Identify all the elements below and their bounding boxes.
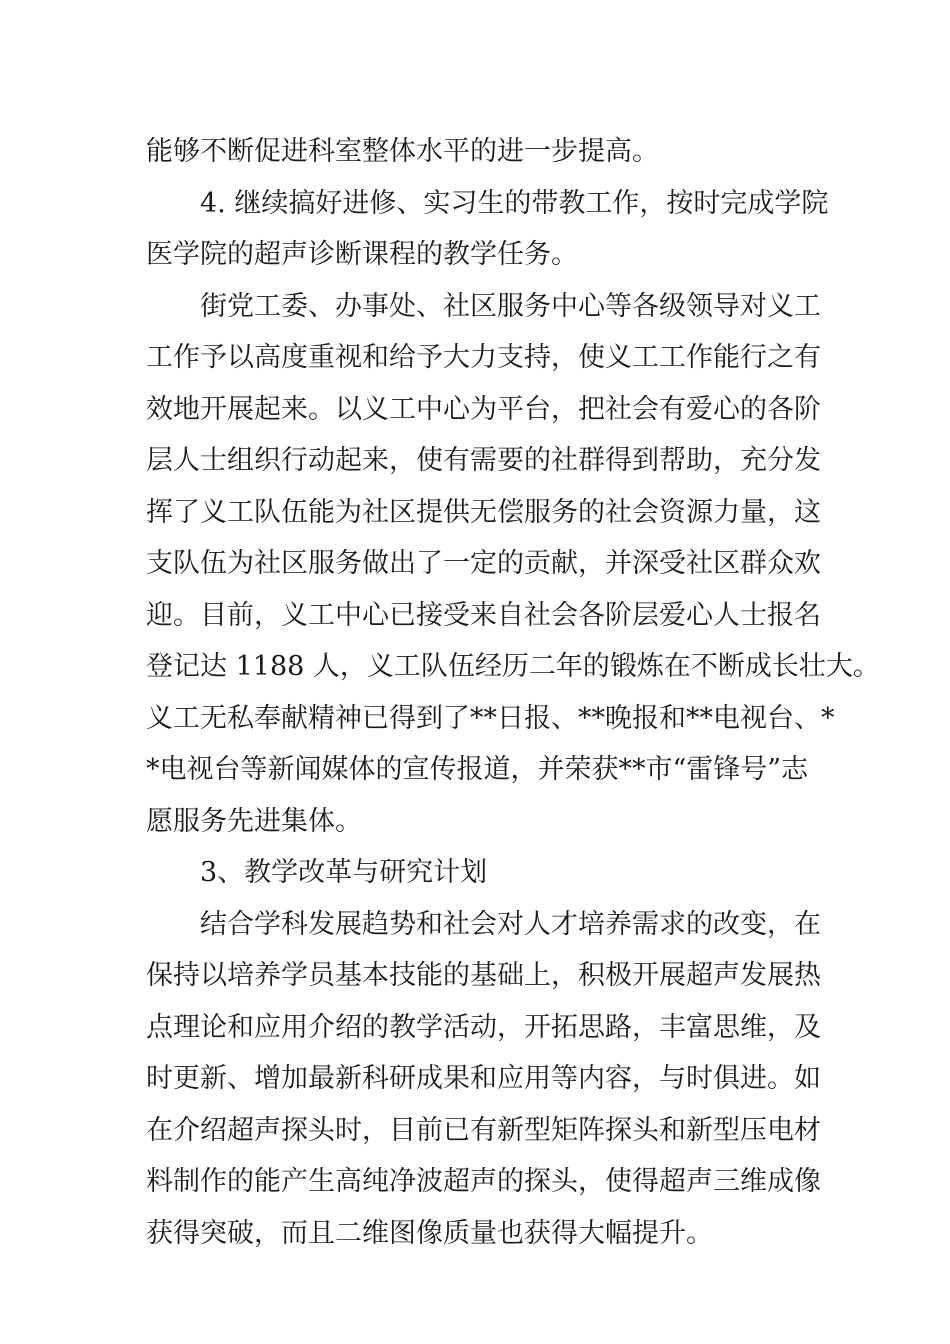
text-line: 工作予以高度重视和给予大力支持，使义工工作能行之有 (146, 342, 821, 373)
text-line: 医学院的超声诊断课程的教学任务。 (146, 239, 578, 270)
paragraph-5 (146, 899, 821, 1260)
text-line: 获得突破，而且二维图像质量也获得大幅提升。 (146, 1217, 713, 1249)
text-line: 迎。目前，义工中心已接受来自社会各阶层爱心人士报名 (146, 599, 821, 631)
section-heading (146, 847, 814, 899)
text-line: 义工无私奉献精神已得到了**日报、**晚报和**电视台、* (146, 702, 835, 734)
text-line: 层人士组织行动起来，使有需要的社群得到帮助，充分发 (146, 445, 821, 476)
text-line: 支队伍为社区服务做出了一定的贡献，并深受社区群众欢 (146, 548, 821, 579)
text-line: 结合学科发展趋势和社会对人才培养需求的改变，在 (200, 908, 821, 940)
text-line: 挥了义工队伍能为社区提供无偿服务的社会资源力量，这 (146, 496, 821, 528)
text-line: 3、教学改革与研究计划 (200, 857, 488, 888)
text-line: 效地开展起来。以义工中心为平台，把社会有爱心的各阶 (146, 393, 821, 425)
text-line: 愿服务先进集体。 (146, 805, 362, 837)
text-line: 能够不断促进科室整体水平的进一步提高。 (146, 136, 659, 167)
text-line: 保持以培养学员基本技能的基础上，积极开展超声发展热 (146, 960, 821, 991)
text-line: *电视台等新闻媒体的宣传报道，并荣获**市“雷锋号”志 (146, 754, 809, 785)
text-line: 点理论和应用介绍的教学活动，开拓思路，丰富思维，及 (146, 1011, 821, 1043)
text-line: 料制作的能产生高纯净波超声的探头，使得超声三维成像 (146, 1166, 821, 1197)
text-line: 在介绍超声探头时，目前已有新型矩阵探头和新型压电材 (146, 1114, 821, 1146)
document-body (146, 126, 880, 1259)
text-line: 4. 继续搞好进修、实习生的带教工作，按时完成学院 (200, 187, 829, 219)
paragraph-1 (146, 126, 814, 178)
text-line: 时更新、增加最新科研成果和应用等内容，与时俱进。如 (146, 1063, 821, 1094)
text-line: 登记达 1188 人，义工队伍经历二年的锻炼在不断成长壮大。 (146, 651, 880, 682)
paragraph-3 (146, 281, 880, 848)
paragraph-2 (146, 178, 829, 281)
text-line: 街党工委、办事处、社区服务中心等各级领导对义工 (200, 290, 821, 322)
